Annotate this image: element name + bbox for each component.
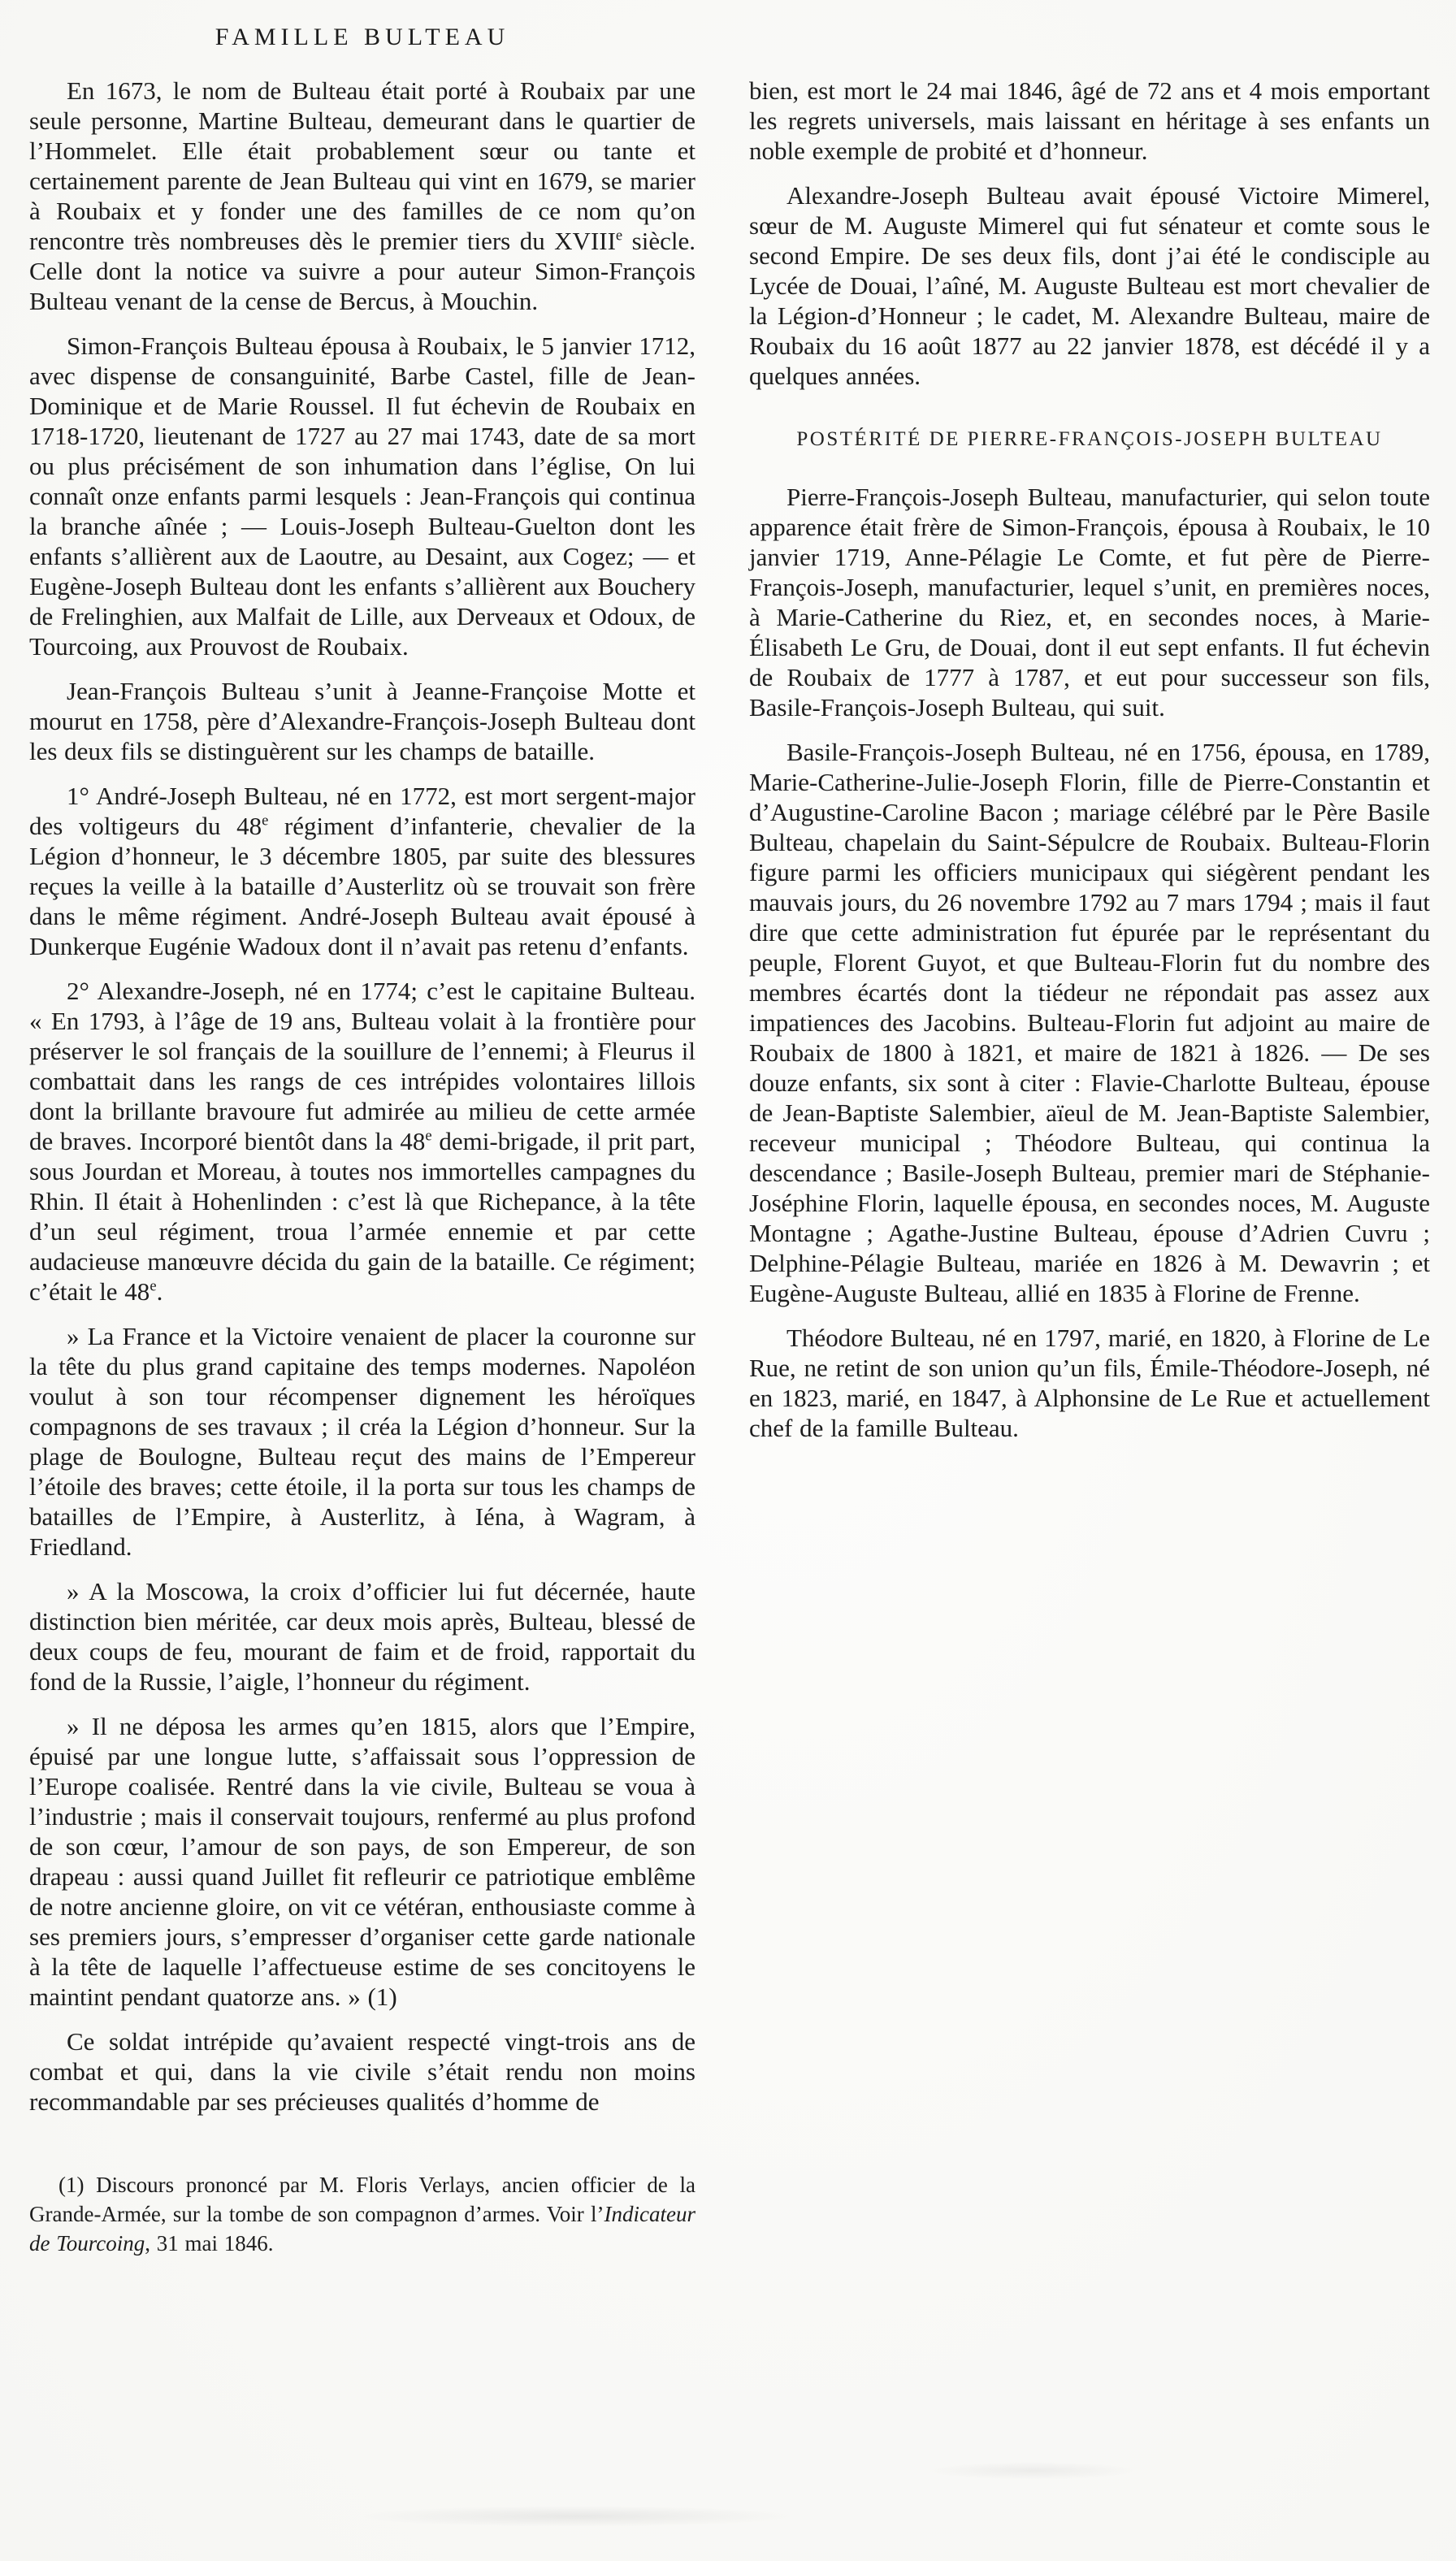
text-run: Basile-François-Joseph Bulteau, né en 1756, épousa, en 1789, Marie-Catherine-Julie-Joseph Florin, fille de Pierre-Constantin et d’Augustine-Caroline Bacon ; mariage célébré par le Père Basile Bulteau, chapelain du Saint-Sépulcre de Roubaix. Bulteau-Florin figure parmi les officiers municipaux qui siégèrent pendant les mauvais jours, du 26 novembre 1792 au 7 mars 1794 ; mais il faut dire que cette administration fut épurée par le représentant du peuple, Florent Guyot, et que Bulteau-Florin fut du nombre des membres écartés dont la tiédeur ne répondait pas assez aux impatiences des Jacobins. Bulteau-Florin fut adjoint au maire de Roubaix de 1800 à 1821, et maire de 1821 à 1826. — De ses douze enfants, six sont à citer : Flavie-Charlotte Bulteau, épouse de Jean-Baptiste Salembier, aïeul de M. Jean-Baptiste Salembier, receveur municipal ; Théodore Bulteau, qui continua la descendance ; Basile-Joseph Bulteau, premier mari de Stéphanie-Joséphine Florin, laquelle épousa, en secondes noces, M. Auguste Montagne ; Agathe-Justine Bulteau, épouse d’Adrien Cuvru ; Delphine-Pélagie Bulteau, mariée en 1826 à M. Dewavrin ; et Eugène-Auguste Bulteau, allié en 1835 à Florine de Frenne.	[749, 738, 1430, 1307]
paragraph	[29, 1711, 696, 2012]
text-run: 1° André-Joseph Bulteau, né en 1772, est mort sergent-major des voltigeurs du 48	[29, 782, 696, 840]
scan-smudge	[926, 2462, 1138, 2480]
right-column-text-top	[749, 76, 1430, 391]
superscript-text: e	[615, 227, 623, 245]
text-run: Jean-François Bulteau s’unit à Jeanne-Françoise Motte et mourut en 1758, père d’Alexandre-François-Joseph Bulteau dont les deux fils se distinguèrent sur les champs de bataille.	[29, 677, 696, 765]
left-column-text	[29, 76, 696, 2117]
footnote	[29, 2170, 696, 2258]
text-run: régiment d’infanterie, chevalier de la Légion d’honneur, le 3 décembre 1805, par suite des blessures reçues la veille à la bataille d’Austerlitz où se trouvait son frère dans le même régiment. André-Joseph Bulteau avait épousé à Dunkerque Eugénie Wadoux dont il n’avait pas retenu d’enfants.	[29, 812, 696, 960]
text-run: Pierre-François-Joseph Bulteau, manufacturier, qui selon toute apparence était frère de Simon-François, épousa à Roubaix, le 10 janvier 1719, Anne-Pélagie Le Comte, et fut père de Pierre-François-Joseph, manufacturier, lequel s’unit, en premières noces, à Marie-Catherine du Riez, et, en secondes noces, à Marie-Élisabeth Le Gru, de Douai, dont il eut sept enfants. Il fut échevin de Roubaix de 1777 à 1787, et eut pour successeur son fils, Basile-François-Joseph Bulteau, qui suit.	[749, 483, 1430, 722]
page-title: FAMILLE BULTEAU	[214, 24, 510, 50]
paragraph	[749, 482, 1430, 722]
text-run: Alexandre-Joseph Bulteau avait épousé Victoire Mimerel, sœur de M. Auguste Mimerel qui fut sénateur et comte sous le second Empire. De ses deux fils, dont j’ai été le condisciple au Lycée de Douai, l’aîné, M. Auguste Bulteau est mort chevalier de la Légion-d’Honneur ; le cadet, M. Alexandre Bulteau, maire de Roubaix du 16 août 1877 au 22 janvier 1878, est décédé il y a quelques années.	[749, 181, 1430, 390]
section-heading: POSTÉRITÉ DE PIERRE-FRANÇOIS-JOSEPH BULTEAU	[796, 428, 1383, 450]
paragraph	[749, 1323, 1430, 1443]
text-run: » A la Moscowa, la croix d’officier lui fut décernée, haute distinction bien méritée, car deux mois après, Bulteau, blessé de deux coups de feu, mourant de faim et de froid, rapportait du fond de la Russie, l’aigle, l’honneur du régiment.	[29, 1577, 696, 1696]
paragraph	[29, 1321, 696, 1562]
paragraph	[29, 1576, 696, 1696]
footnote-text	[29, 2170, 696, 2258]
superscript-text: e	[425, 1127, 432, 1145]
text-run: siècle. Celle dont la notice va suivre a pour auteur Simon-François Bulteau venant de la cense de Bercus, à Mouchin.	[29, 227, 696, 315]
text-run: , 31 mai 1846.	[145, 2231, 274, 2256]
text-run: » La France et la Victoire venaient de placer la couronne sur la tête du plus grand capitaine des temps modernes. Napoléon voulut à son tour récompenser dignement les héroïques compagnons de ses travaux ; il créa la Légion d’honneur. Sur la plage de Boulogne, Bulteau reçut des mains de l’Empereur l’étoile des braves; cette étoile, il la porta sur tous les champs de batailles de l’Empire, à Austerlitz, à Iéna, à Wagram, à Friedland.	[29, 1322, 696, 1561]
text-run: 2° Alexandre-Joseph, né en 1774; c’est le capitaine Bulteau. « En 1793, à l’âge de 19 ans, Bulteau volait à la frontière pour préserver le sol français de la souillure de l’ennemi; à Fleurus il combattait dans les rangs de ces intrépides volontaires lillois dont la brillante bravoure fut admirée au milieu de cette armée de braves. Incorporé bientôt dans la 48	[29, 977, 696, 1155]
left-column	[29, 23, 696, 2258]
paragraph	[29, 781, 696, 961]
superscript-text: e	[150, 1277, 157, 1295]
paragraph	[29, 76, 696, 316]
scan-smudge	[358, 2506, 796, 2527]
superscript-text: e	[262, 812, 269, 830]
text-run: » Il ne déposa les armes qu’en 1815, alors que l’Empire, épuisé par une longue lutte, s’affaissait sous l’oppression de l’Europe coalisée. Rentré dans la vie civile, Bulteau se voua à l’industrie ; mais il conservait toujours, renfermé au plus profond de son cœur, l’amour de son pays, de son Empereur, de son drapeau : aussi quand Juillet fit refleurir ce patriotique emblême de notre ancienne gloire, on vit ce vétéran, enthousiaste comme à ses premiers jours, s’empresser d’organiser cette garde nationale à la tête de laquelle l’affectueuse estime de ses concitoyens le maintint pendant quatorze ans. » (1)	[29, 1712, 696, 2011]
text-run: Théodore Bulteau, né en 1797, marié, en 1820, à Florine de Le Rue, ne retint de son union qu’un fils, Émile-Théodore-Joseph, né en 1823, marié, en 1847, à Alphonsine de Le Rue et actuellement chef de la famille Bulteau.	[749, 1324, 1430, 1442]
text-run: En 1673, le nom de Bulteau était porté à Roubaix par une seule personne, Martine Bulteau, demeurant dans le quartier de l’Hommelet. Elle était probablement sœur ou tante et certainement parente de Jean Bulteau qui vint en 1679, se marier à Roubaix et y fonder une des familles de ce nom qu’on rencontre très nombreuses dès le premier tiers du XVIII	[29, 76, 696, 255]
text-run: Ce soldat intrépide qu’avaient respecté vingt-trois ans de combat et qui, dans la vie civile s’était rendu non moins recommandable par ses précieuses qualités d’homme de	[29, 2027, 696, 2116]
paragraph	[749, 180, 1430, 391]
text-run: Simon-François Bulteau épousa à Roubaix, le 5 janvier 1712, avec dispense de consanguinité, Barbe Castel, fille de Jean-Dominique et de Marie Roussel. Il fut échevin de Roubaix en 1718-1720, lieutenant de 1727 au 27 mai 1743, date de sa mort ou plus précisément de son inhumation dans l’église, On lui connaît onze enfants parmi lesquels : Jean-François qui continua la branche aînée ; — Louis-Joseph Bulteau-Guelton dont les enfants s’allièrent aux de Laoutre, au Desaint, aux Cogez; — et Eugène-Joseph Bulteau dont les enfants s’allièrent aux Bouchery de Frelinghien, aux Malfait de Lille, aux Derveaux et Odoux, de Tourcoing, aux Prouvost de Roubaix.	[29, 332, 696, 661]
paragraph	[29, 2026, 696, 2117]
italic-text: Indicateur de Tourcoing	[29, 2202, 696, 2256]
right-column-text-bottom	[749, 482, 1430, 1443]
paragraph	[29, 976, 696, 1306]
right-column	[749, 76, 1430, 1458]
paragraph	[749, 76, 1430, 166]
paragraph	[29, 331, 696, 661]
paragraph	[749, 737, 1430, 1308]
paragraph	[29, 676, 696, 766]
text-run: .	[156, 1277, 163, 1306]
text-run: demi-brigade, il prit part, sous Jourdan et Moreau, à toutes nos immortelles campagnes du Rhin. Il était à Hohenlinden : c’est là que Richepance, à la tête d’un seul régiment, troua l’armée ennemie et par cette audacieuse manœuvre décida du gain de la bataille. Ce régiment; c’était le 48	[29, 1127, 696, 1306]
text-run: bien, est mort le 24 mai 1846, âgé de 72 ans et 4 mois emportant les regrets universels, mais laissant en héritage à ses enfants un noble exemple de probité et d’honneur.	[749, 76, 1430, 165]
text-run: (1) Discours prononcé par M. Floris Verlays, ancien officier de la Grande-Armée, sur la tombe de son compagnon d’armes. Voir l’	[29, 2173, 696, 2226]
